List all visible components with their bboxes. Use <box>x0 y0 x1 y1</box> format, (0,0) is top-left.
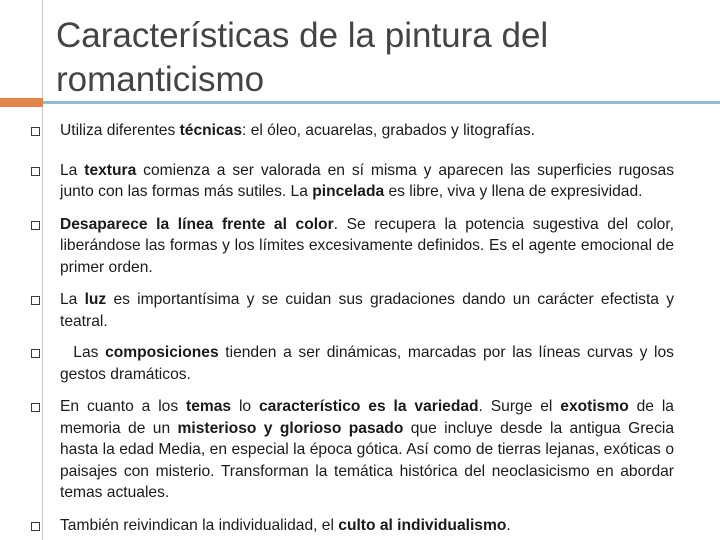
bullet-list <box>30 120 679 536</box>
orange-accent-bar <box>0 98 43 107</box>
square-bullet-icon <box>31 349 40 358</box>
square-bullet-icon <box>31 167 40 176</box>
bullet-individualismo <box>30 515 674 537</box>
slide-title <box>56 14 696 102</box>
bullet-textura <box>30 160 674 203</box>
bullet-tecnicas <box>30 120 674 142</box>
bullet-temas <box>30 396 674 504</box>
bullet-text: También reivindican la individualidad, el culto al individualismo. <box>60 516 511 534</box>
bullet-text: La luz es importantísima y se cuidan sus gradaciones dando un carácter efectista y teatral. <box>60 291 674 330</box>
bullet-text: Las composiciones tienden a ser dinámicas, marcadas por las líneas curvas y los gestos dramáticos. <box>60 344 679 383</box>
title-underline-rule <box>43 101 720 104</box>
bullet-text: Utiliza diferentes técnicas: el óleo, acuarelas, grabados y litografías. <box>60 122 536 139</box>
bullet-composiciones <box>30 342 679 385</box>
bullet-linea-color <box>30 214 674 279</box>
square-bullet-icon <box>31 296 40 305</box>
square-bullet-icon <box>31 522 40 531</box>
square-bullet-icon <box>31 221 40 230</box>
title-line-1: Características de la pintura del <box>56 16 549 55</box>
title-line-2: romanticismo <box>56 60 265 99</box>
bullet-text: Desaparece la línea frente al color. Se recupera la potencia sugestiva del color, liberándose las formas y los límites excesivamente definidos. Es el agente emocional de primer orden. <box>60 215 674 276</box>
square-bullet-icon <box>31 127 40 136</box>
bullet-text: La textura comienza a ser valorada en sí misma y aparecen las superficies rugosas junto con las formas más sutiles. La pincelada es libre, viva y llena de expresividad. <box>60 161 674 200</box>
bullet-luz <box>30 289 674 332</box>
bullet-text: En cuanto a los temas lo característico es la variedad. Surge el exotismo de la memoria de un misterioso y glorioso pasado que incluye desde la antigua Grecia hasta la edad Media, en especial la época gótica. Así como de tierras lejanas, exóticas o paisajes con misterio. Transforman la temática histórica del neoclasicismo en abordar temas actuales. <box>60 398 674 501</box>
square-bullet-icon <box>31 403 40 412</box>
